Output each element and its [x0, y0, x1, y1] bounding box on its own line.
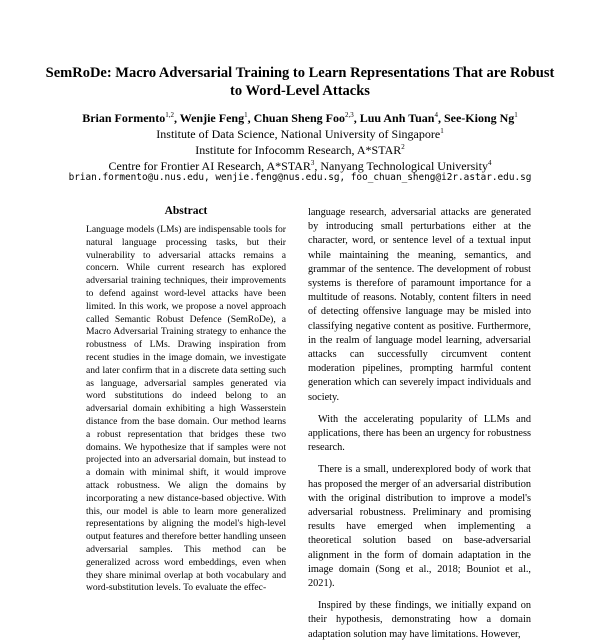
abstract-text: Language models (LMs) are indispensable tools for natural language processing tasks, but their vulnerability to adversarial attacks remains a concern. While current research has explored adversarial training techniques, their improvements to defend against word-level attacks have been limited. In this work, we propose a novel approach called Semantic Robust Defence (SemRoDe), a Macro Adversarial Training strategy to enhance the robustness of LMs. Drawing inspiration from recent studies in the image domain, we investigate and later confirm that in a discrete data setting such as language, adversarial samples generated via word substitutions do indeed belong to an adversarial domain exhibiting a high Wasserstein distance from the base domain. Our method learns a robust representation that bridges these two domains. We hypothesize that if samples were not projected into an adversarial domain, but instead to a domain with minimal shift, it would improve attack robustness. We align the domains by incorporating a new distance-based objective. With this, our model is able to learn more generalized representations by aligning the model's high-level output features and therefore better handling unseen adversarial samples. This method can be generalized across word embeddings, even when they share minimal overlap at both vocabulary and word-substitution levels. To evaluate the effec- — [86, 224, 286, 594]
affiliation-sup: 4 — [487, 159, 492, 167]
affiliation-text: Centre for Frontier AI Research, A*STAR — [108, 159, 311, 173]
author-emails: brian.formento@u.nus.edu, wenjie.feng@nus.edu.sg, foo_chuan_sheng@i2r.astar.edu.sg — [68, 172, 532, 183]
affiliation-sup: 1 — [440, 127, 444, 135]
affiliation-sup: 3 — [310, 159, 315, 167]
author-name: See-Kiong Ng — [443, 111, 515, 125]
intro-column — [308, 206, 531, 640]
body-paragraph: language research, adversarial attacks are generated by introducing small perturbations either at the character, word, or sentence level of a textual input while maintaining the meaning, semantics, and grammar of the sentence. The development of robust systems is therefore of paramount importance for a multitude of reasons. Notably, content filters in need of detecting offensive language may be misled into classifying negative content as positive. Furthermore, in the realm of language model learning, adversarial attacks can successfully circumvent content moderation pipelines, prompting harmful content generation which can severely impact individuals and society. — [308, 207, 531, 403]
author-name: Brian Formento — [82, 111, 166, 125]
abstract-heading: Abstract — [164, 205, 208, 217]
author-block — [20, 110, 580, 174]
body-paragraph: There is a small, underexplored body of work that has proposed the merger of an adversarial distribution with the original distribution to improve a model's adversarial robustness. Preliminary and promising results have emerged when implementing a theoretical solution based on base-adversarial alignment in the form of domain adaptation in the image domain (Song et al., 2018; Bouniot et al., 2021). — [308, 464, 531, 590]
author-names: Brian Formento$^{1,2}$, Wenjie Feng$^1$, Chuan Sheng Foo$^{2,3}$, Luu Anh Tuan$^4$, See-Kiong Ng$^1$ — [82, 111, 518, 125]
affiliation-text: Institute of Data Science, National University of Singapore — [156, 127, 441, 141]
author-affil-sup: 1 — [244, 111, 248, 119]
author-name: Wenjie Feng — [179, 111, 245, 125]
body-paragraph: Inspired by these findings, we initially expand on their hypothesis, demonstrating how a domain adaptation solution may have limitations. However, — [308, 600, 531, 640]
author-affil-sup: 2,3 — [344, 111, 354, 119]
author-affil-sup: 1,2 — [165, 111, 174, 119]
affiliation-text: , Nanyang Technological University — [314, 159, 488, 173]
affiliation-line — [20, 126, 580, 142]
affiliation-sup: 2 — [401, 143, 405, 151]
author-affil-sup: 1 — [514, 111, 518, 119]
author-affil-sup: 4 — [434, 111, 438, 119]
body-paragraph: With the accelerating popularity of LLMs and applications, there has been an urgency for robustness research. — [308, 413, 531, 454]
affiliation-text: Institute for Infocomm Research, A*STAR — [195, 143, 402, 157]
author-name: Luu Anh Tuan — [359, 111, 435, 125]
paper-title: SemRoDe: Macro Adversarial Training to Learn Representations That are Robust to Word-Level Attacks — [45, 65, 555, 99]
affiliation-line — [20, 142, 580, 158]
author-name: Chuan Sheng Foo — [253, 111, 345, 125]
